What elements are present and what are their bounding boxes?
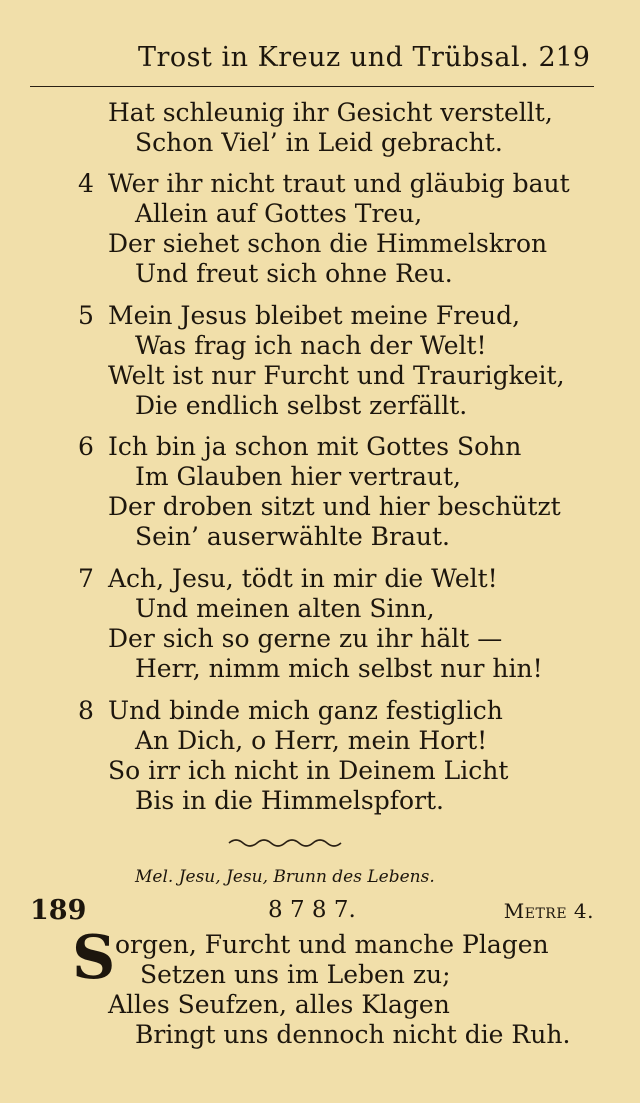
verse-line: Setzen uns im Leben zu; — [140, 960, 451, 989]
verse-line: Hat schleunig ihr Gesicht verstellt, — [108, 98, 553, 127]
wavy-ornament-divider — [225, 836, 345, 850]
verse-line: Ach, Jesu, tödt in mir die Welt! — [108, 564, 498, 593]
verse-line: Der droben sitzt und hier beschützt — [108, 492, 561, 521]
verse-line: So irr ich nicht in Deinem Licht — [108, 756, 509, 785]
verse-line: Die endlich selbst zerfällt. — [135, 391, 468, 420]
verse-line: Bringt uns dennoch nicht die Ruh. — [135, 1020, 571, 1049]
verse-line: Schon Viel’ in Leid gebracht. — [135, 128, 503, 157]
verse-line: Und meinen alten Sinn, — [135, 594, 435, 623]
metre-label: Metre 4. — [503, 899, 594, 923]
verse-line: Der sich so gerne zu ihr hält — — [108, 624, 503, 653]
verse-line: Sein’ auserwählte Braut. — [135, 522, 451, 551]
verse-line: Welt ist nur Furcht und Traurigkeit, — [108, 361, 565, 390]
verse-line: Wer ihr nicht traut und gläubig baut — [108, 169, 570, 198]
verse-line: Und freut sich ohne Reu. — [135, 259, 453, 288]
verse-line: Allein auf Gottes Treu, — [135, 199, 423, 228]
header-rule — [30, 86, 594, 87]
hymn-number: 189 — [30, 895, 87, 926]
verse-line: Bis in die Himmelspfort. — [135, 786, 445, 815]
verse-line: Mein Jesus bleibet meine Freud, — [108, 301, 521, 330]
verse-number: 5 — [78, 301, 94, 330]
verse-line: Und binde mich ganz festiglich — [108, 696, 503, 725]
verse-number: 6 — [78, 432, 94, 461]
verse-line: Alles Seufzen, alles Klagen — [108, 990, 450, 1019]
verse-number: 7 — [78, 564, 94, 593]
verse-line: Ich bin ja schon mit Gottes Sohn — [108, 432, 522, 461]
hymn-meter: 8 7 8 7. — [268, 897, 356, 923]
verse-line: orgen, Furcht und manche Plagen — [115, 930, 549, 959]
verse-number: 8 — [78, 696, 94, 725]
drop-cap: S — [72, 923, 116, 993]
verse-line: Was frag ich nach der Welt! — [135, 331, 487, 360]
verse-number: 4 — [78, 169, 94, 198]
verse-line: Im Glauben hier vertraut, — [135, 462, 462, 491]
melody-note: Mel. Jesu, Jesu, Brunn des Lebens. — [135, 867, 435, 887]
verse-line: Der siehet schon die Himmelskron — [108, 229, 548, 258]
page-header — [30, 42, 590, 82]
verse-line: Herr, nimm mich selbst nur hin! — [135, 654, 543, 683]
page-number: 219 — [538, 42, 590, 73]
verse-line: An Dich, o Herr, mein Hort! — [135, 726, 488, 755]
running-title: Trost in Kreuz und Trübsal. — [138, 42, 530, 73]
